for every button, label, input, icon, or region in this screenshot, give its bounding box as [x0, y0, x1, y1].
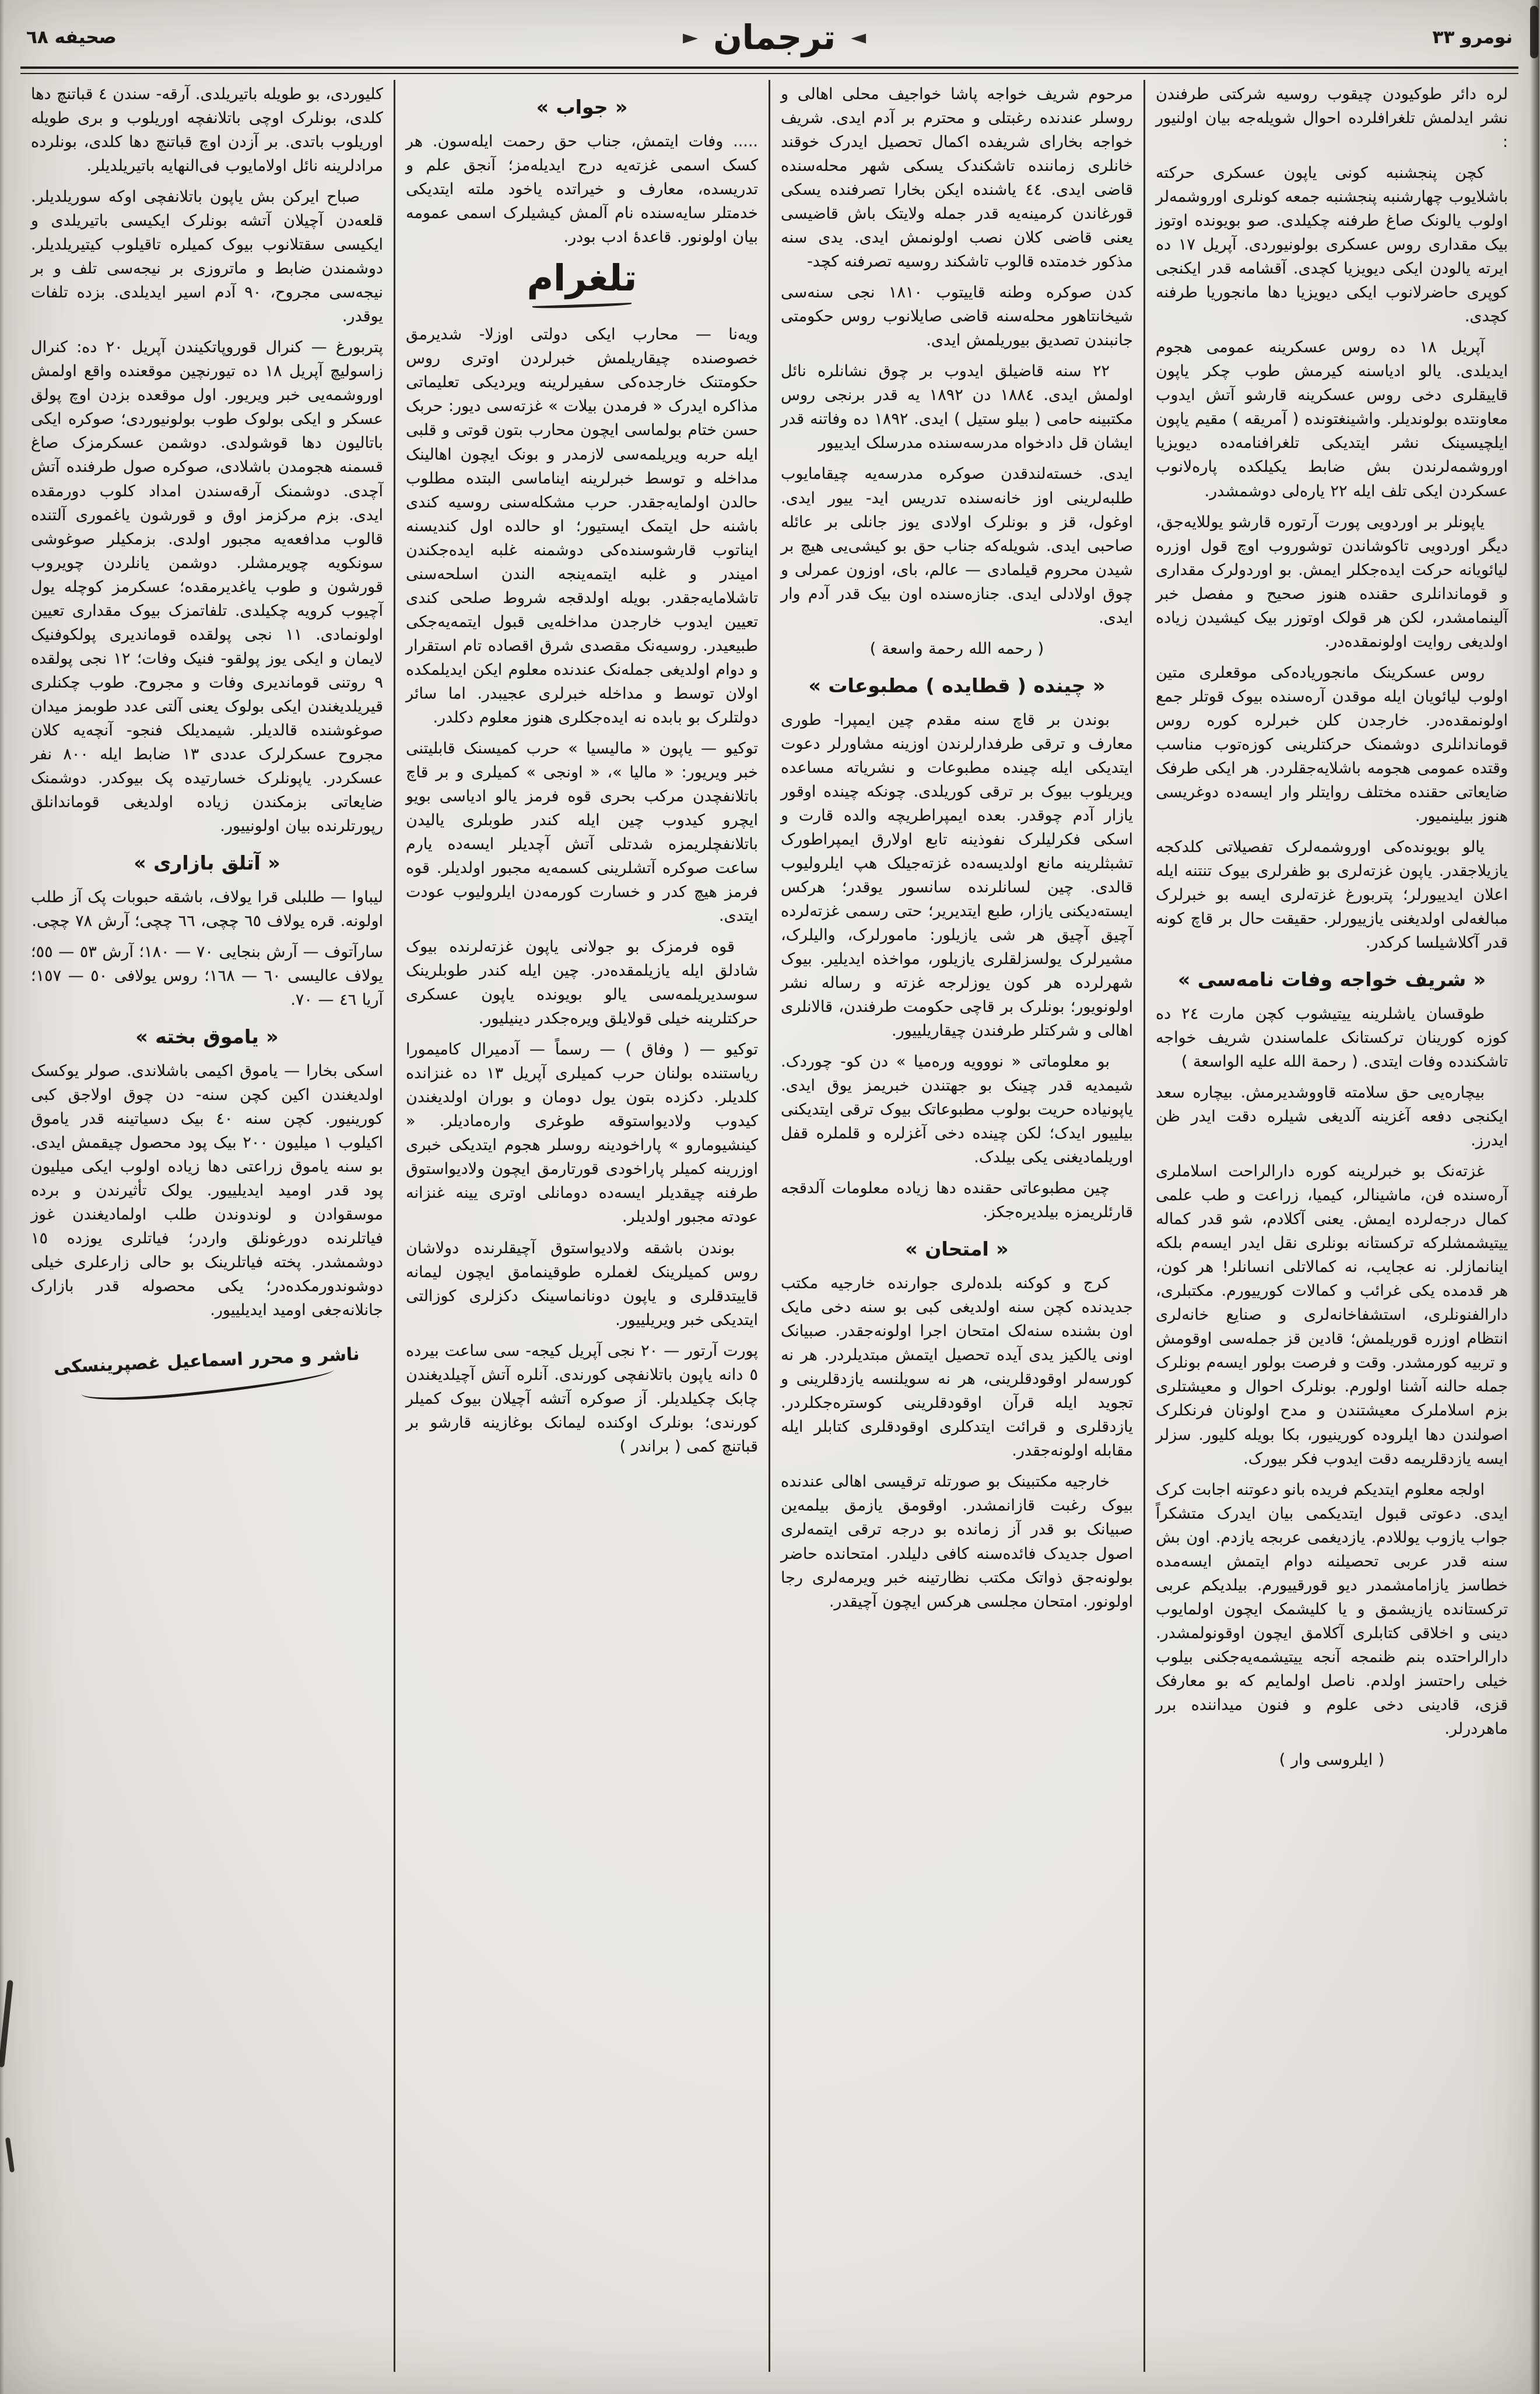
- header-rule: [21, 66, 1519, 74]
- column-2: [769, 80, 1144, 2372]
- publisher-signature: ناشر و محرر اسماعیل غصپرینسکی: [31, 1340, 385, 1401]
- market-report-libava: لیباوا — طلبلی قرا یولاف، باشقه حبوبات پک آز طلب اولونه. قره یولاف ٦٥ چچی، ٦٦ چچی؛ آرش ٧٨ چچی.: [31, 888, 384, 930]
- obituary-bio-paragraph: ایدی. خسته‌لندقدن صوکره مدرسه‌یه چیقامایوب طلبه‌لرینی اوز خانه‌سنده تدریس اید- ییور ایدی. اوغول، قز و بونلرک اولادی یوز جانلی بر عائله صاحبی ایدی. شویله‌که جناب حق بو کیشی‌یی هیچ بر شیدن محروم قیلمادی — عالم، بای، اوزون عمرلی و چوق اولادلی ایدی. جنازه‌سنده اون بیک قدر آدم وار ایدی.: [781, 465, 1134, 627]
- obituary-paragraph: بیچاره‌یی حق سلامته قاووشدیرمش. بیچاره سعد ایکنجی دفعه آغزینه آلدیغی شیلره دقت ایدر ظن ایدرز.: [1156, 1084, 1509, 1150]
- scan-edge-shadow-left: [0, 0, 5, 2394]
- telegram-petersburg: پتربورغ — کنرال قوروپاتکیندن آپریل ٢٠ ده: کنرال زاسولیچ آپریل ١٨ ده تیورنچین موقعنده واقع اولمش اوروشمه‌یی خبر ویریور. اول موقعده بزدن اوچ پولق عسکر و ایکی بولوک طوب بولونیوردی؛ صوکره ایکی باتالیون دها قوشولدی. دوشمن عسکرمزک صاغ قسمنه هجومدن باشلادی، صوکره صول طرفنده آتش آچدی. دوشمنک آرقه‌سندن امداد کلوب دورمقده ایدی. بزم مرکزمز اوق و قورشون یاغموری آلتنده قالوب مدافعه‌یه مجبور اولدی. بزمکیلر صوغوشی سونکویه چویرمشلر. دوشمن یانلردن چویروب قورشون و طوب یاغدیرمقده؛ عسکرمز کوچله یول آچیوب کرویه چکیلدی. تلفاتمزک بیوک مقداری تعیین اولونمادی. ١١ نجی پولقده قوماندیری پولکوفنیک لایمان و ایکی یوز پولقو- فنیک وفات؛ ١٢ نجی پولقده ٩ روتنی قوماندیری وفات و مجروح. طوب چکنلری قیریلدیغندن ایکی بولوک یعنی آلتی عدد طوبمز میدان صوغوشنده قالدیلر. شیمدیلک فنجو- آنچه‌یه کلان مجروح عسکرلرک عددی ١٣ ضابط ایله ٨٠٠ نفر عسکردر. یاپونلرک خسارتیده پک بیوکدر. دوشمنک ضایعاتی بزمکندن زیاده اولدیغی قوماندانلق رپورتلرنده بیان اولونییور.: [31, 338, 384, 835]
- examination-paragraph: کرج و کوکنه بلده‌لری جوارنده خارجیه مکتب جدیدنده کچن سنه اولدیغی کبی بو سنه دخی مایک اون بشنده سنه‌لک امتحان اجرا اولونه‌جقدر. صبیانک اونی یالکیز یدی آیده تحصیل ایتمش مبتدیلردر. هر نه کورسه‌لر اوقودقلرینی، هر نه سویلنسه یازدقلرینی و تجوید ایله قرآن اوقودقلرینی کوستره‌جکلردر. یازدقلری و قرائت ایتدکلری اوقودقلری کتابلر ایله مقابله اولونه‌جقدر.: [781, 1274, 1134, 1460]
- page-header: [21, 9, 1519, 65]
- cotton-heading: « یاموق بخته »: [136, 1025, 279, 1049]
- war-report-paragraph: آپریل ١٨ ده روس عسکرینه عمومی هجوم ایدیلدی. یالو ادیاسنه کیرمش طوب چکر یاپون قاییقلری دخی روس عسکرینه قارشو آتش ایدوب معاونتده بولوندیلر. واشینغتونده ( آمریقه ) مقیم یاپون ایلچیسینک نشر ایتدیکی تلغرافنامه‌ده دیویزیا اوروشمه‌لرندن بش ضابط یکیلکده پاره‌لانوب عسکردن ایکی تلف ایله ٢٢ یاره‌لی دوشمشدر.: [1156, 338, 1509, 500]
- telegram-vladivostok: بوندن باشقه ولادیواستوق آچیقلرنده دولاشان روس کمیلرینک لغملره طوقینمامق ایچون لیمانه قاییتدقلری و یاپون دونانماسینک دکزلری کوزالتی ایتدیکی خبر ویریلییور.: [406, 1239, 759, 1329]
- column-4: [21, 80, 394, 2372]
- examination-heading: « امتحان »: [906, 1238, 1009, 1261]
- essay-paragraph: غزته‌نک بو خبرلرینه کوره دارالراحت اسلاملری آره‌سنده فن، ماشینالر، کیمیا، زراعت و طب علمی کمال درجه‌لرده ایمش. یعنی آکلادم، شو قدر کماله ییتیشمشلرکه ترکستانه بونلری نقل ایدر ایسه‌م بلکه اینانمازلر. نه عجایب، نه کمالاتلی انسانلر! هر کون، هر قدمده یکی غرائب و کمالات کورییورم. مکتبلری، دارالفنونلری، استشفاخانه‌لری و صنایع خانه‌لری انتظام اوزره قوریلمش؛ قادین قز جمله‌سی اوقومش و تربیه کورمشدر. وقت و فرصت بولور ایسه‌م بونلرک جمله حالنه آشنا اولورم. بونلرک احوال و معیشتلری بزم اسلاملرک معیشتندن و مدح اولونان فرنکلرک اصولندن دها ایلروده کورینیور، بکا بویله کلیور. سزلر ایسه یازدقلریمه دقت ایدوب فکر بیورک.: [1156, 1162, 1509, 1468]
- page-number: صحيفه ٦٨: [27, 27, 117, 48]
- telegram-tokyo: توکیو — یاپون « مالیسیا » حرب کمیسنک قابلیتنی خبر ویریور: « مالیا »، « اونجی » کمیلری و بر قاچ باتلانفچدن مرکب بحری قوه فرمز یالو ادیاسی بویو ایچرو کیدوب چین ایله کندر طوبلری یالیدن باتلانفچلریمزه شدتلی آتش آچدیلر ایسه‌ده یارم ساعت صوکره آتشلرینی کسمه‌یه مجبور اولدیلر. قوه فرمز هیچ کدر و خسارت کورمه‌دن ایلرولیوب عودت ایتدی.: [406, 739, 759, 926]
- continuation-note: ( ایلروسی وار ): [1279, 1750, 1385, 1769]
- scan-edge-shadow: [1531, 0, 1540, 2394]
- obituary-bio-paragraph: مرحوم شریف خواجه پاشا خواجیف محلی اهالی و روسلر عندنده رغبتلی و محترم بر آدم ایدی. شریف خواجه بخارای شریفده اکمال تحصیل ایدرک خوقند خانلری زماننده تاشکندک یسکی شهر محله‌سنده قاضی ایدی. ٤٤ یاشنده ایکن بخارا تصرفنده یسکی قورغاندن کرمینه‌یه قدر جمله ولایتک باش قاضیسی یعنی قاضی کلان نصب اولونمش ایدی. یدی سنه مذکور خدمتده قالوب تاشکند روسیه تصرفنه کچد-: [781, 85, 1134, 271]
- telegram-vienna: ویه‌نا — محارب ایکی دولتی اوزلا- شدیرمق خصوصنده چیقاریلمش خبرلردن اوتری روس حکومتنک خارجده‌کی سفیرلرینه ویردیکی تعلیماتی مذاکره ایدرک « فرمدن بیلات » غزته‌سی دیور: حربک حسن ختام بولماسی ایچون محارب بتون قوتی و قلبی ایله حربه ویریلمه‌سی لازمدر و بونک ایچون اهالینک مداخله و توسط خبرلرینه ایناماسی البتده مطلوب حالدن اولمایه‌جقدر. حرب مشکله‌سنی روسیه کندی باشنه حل ایتمک ایستیور؛ او حالده اول کندیسنه ایناتوب قارشوسنده‌کی دوشمنه غلبه ایده‌جکندن امیندر و غلبه ایتمه‌ینجه الندن اسلحه‌سنی تاشلامایه‌جقدر. بویله اولدقجه شروط صلحی کندی تعیین ایدوب خارجدن مداخله‌یی قبول ایتمه‌یه‌جکی طبیعیدر. روسیه‌نک مقصدی شرق اقصاده تام استقرار و دوام اولدیغی جمله‌نک عندنده معلوم ایکن ایدیلمکده اولان توسط و مداخله خبرلری عجیبدر. اما سائر دولتلرک بو بابده نه ایده‌جکلری هنوز معلوم دکلدر.: [406, 325, 759, 727]
- column-3: [394, 80, 769, 2372]
- ink-smudge: [6, 2137, 15, 2173]
- battle-paragraph: صباح ایرکن بش یاپون باتلانفچی اوکه سوریلدیلر. قلعه‌دن آچیلان آتشه بونلرک ایکیسی باتیریلدی و ایکیسی سقتلانوب بیوک کمیلره تاقیلوب کیتیریلدیلر. دوشمندن ضابط و ماتروزی بر نیجه‌سی تلف و بر نیجه‌سی مجروح، ٩٠ آدم اسیر ایدیلدی. بزده تلفات یوقدر.: [31, 188, 384, 326]
- ink-smudge: [1531, 6, 1539, 58]
- war-report-paragraph: روس عسکرینک مانجوریاده‌کی موقعلری متین اولوب لیائویان ایله موقدن آره‌سنده بیوک قوتلر جمع اولونمقده‌در. خارجدن کلن خبرلره کوره روس قوماندانلری دوشمنک حرکتلرینی کوزه‌توب مناسب وقتده عمومی هجومه باشلایه‌جقلردر. هر ایکی طرفک ضایعاتی حقنده مختلف روایتلر وار ایسه‌ده دوغریسی هنوز بیلینمیور.: [1156, 663, 1509, 825]
- obituary-heading: « شریف خواجه وفات نامه‌سی »: [1178, 968, 1487, 991]
- masthead-ornament-left-icon: ►: [683, 26, 699, 49]
- masthead-ornament-right-icon: ◄: [851, 26, 867, 49]
- market-report-saratov: سارآتوف — آرش بنجایی ٧٠ — ١٨٠؛ آرش ٥٣ — ٥٥؛ یولاف عالیسی ٦٠ — ١٦٨؛ روس یولافی ٥٠ — ١٥٧؛ آریا ٤٦ — ٧٠.: [31, 942, 384, 1009]
- masthead: [683, 17, 867, 57]
- telegram-tokyo-official: توکیو — ( وفاق ) — رسماً — آدمیرال کامیمورا ریاستنده بولنان حرب کمیلری آپریل ١٣ ده غنزانده کلدیلر. دکزده بتون یول دومان و بوران اولدیغندن کیدوب ولادیواستوقه طوغری واره‌مادیلر. « کینشیومارو » پاراخودینه روسلر هجوم ایتدیکی خبری اوزرینه کمیلر پاراخودی قورتارمق ایچون ولادیواستوق طرفنه چیقدیلر ایسه‌ده دومانلی اوتری یینه غنزانه عودته مجبور اولدیلر.: [406, 1040, 759, 1226]
- ink-smudge: [0, 1980, 14, 2067]
- newspaper-title: ترجمان: [714, 17, 837, 57]
- issue-number: نومرو ٣٣: [1433, 27, 1513, 48]
- columns: [21, 80, 1519, 2372]
- article-continuation: لره دائر طوکیودن چیقوب روسیه شرکتی طرفندن نشر ایدلمش تلغرافلرده احوال شویله‌جه بیان اولنیور :: [1156, 85, 1509, 152]
- examination-paragraph: خارجیه مکتبینک بو صورتله ترقیسی اهالی عندنده بیوک رغبت قازانمشدر. اوقومق یازمق بیلمه‌ین صبیانک بو قدر آز زمانده بو درجه ترقی ایتمه‌لری اصول جدیدک فائده‌سنه کافی دلیلدر. امتحانده حاضر بولونه‌جق ذواتک مکتب نظارتینه خبر ویرمه‌لری رجا اولونور. امتحان مجلسی هرکس ایچون آچیقدر.: [781, 1473, 1134, 1611]
- telegram-port-arthur: پورت آرتور — ٢٠ نجی آپریل کیجه- سی ساعت بیرده ٥ دانه یاپون باتلانفچی کورندی. آنلره آتش آچیلدیغندن چابک چکیلدیلر. آز صوکره آتشه آچیلان بیوک کمیلر کورندی؛ بونلرک اوکنده لیمانک بوغازینه قارشو بر قباتنچ کمی ( براندر ): [406, 1341, 759, 1456]
- column-1: [1144, 80, 1519, 2372]
- reply-heading: « جواب »: [536, 96, 629, 118]
- cotton-paragraph: اسکی بخارا — یاموق اکیمی باشلاندی. صولر یوکسک اولدیغندن اکین کچن سنه- دن چوق اولاجق کبی کورینیور. کچن سنه ٤٠ بیک دسیاتینه قدر یاموق اکیلوب ١ میلیون ٢٠٠ بیک پود محصول چیقمش ایدی. بو سنه یاموق زراعتی دها زیاده اولوب ایکی میلیون پود قدر اومید ایدیلییور. یولک تأثیرندن و برده موسقوادن و لوندوندن طلب اولمادیغندن غوز فیاتلرنده دورغونلق واردر؛ فیاتلری یوزده ١٥ دوشمشدر. پخته فیاتلرینک بو حالی زارعلری خیلی دوشوندورمکده‌در؛ یکی محصوله قدر بازارک جانلانه‌جغی اومید ایدیلییور.: [31, 1061, 384, 1320]
- china-press-paragraph: چین مطبوعاتی حقنده دها زیاده معلومات آلدقجه قارئلریمزه بیلدیره‌جکز.: [781, 1179, 1134, 1222]
- telegram-commentary: قوه فرمزک بو جولانی یاپون غزته‌لرنده بیوک شادلق ایله یازیلمقده‌در. چین ایله کندر طوبلرینک سوسدیریلمه‌سی یالو بویونده یاپون عسکری حرکتلرینه خیلی قولایلق ویره‌جکدر دینیلیور.: [406, 938, 759, 1028]
- china-press-paragraph: بو معلوماتی « نووویه وره‌میا » دن کو- چوردک. شیمدیه قدر چینک بو جهتندن خبریمز یوق ایدی. یاپونیاده حریت بولوب مطبوعاتک بیوک ترقی ایتدیکنی بیلییور ایدک؛ لکن چینده دخی آغزلره و قلملره قفل اوریلمادیغنی یکی بیلدک.: [781, 1053, 1134, 1167]
- war-report-paragraph: کچن پنجشنبه کونی یاپون عسکری حرکته باشلایوب چهارشنبه پنجشنبه جمعه کونلری اوروشمه‌لر اولوب یالونک صاغ طرفنه چکیلدی. صو بویونده اوتوز بیک مقداری روس عسکری بولونیوردی. آپریل ١٧ ده ایرته یالودن ایکی دیویزیا کچدی. آقشامه قدر ایکنجی کوپری حاضرلانوب ایکی دیویزیا دها مانجوریا طرفنه کچدی.: [1156, 164, 1509, 326]
- obituary-bio-paragraph: کدن صوکره وطنه قاییتوب ١٨١٠ نجی سنه‌سی شیخانتاهور محله‌سنه قاضی صایلانوب روس حکومتی جانبندن تصدیق بیوریلمش ایدی.: [781, 283, 1134, 350]
- obituary-paragraph: طوقسان یاشلرینه ییتیشوب کچن مارت ٢٤ ده کوزه کورینان ترکستانک علماسندن شریف خواجه تاشکندده وفات ایتدی. ( رحمة الله علیه الواسعة ): [1156, 1004, 1509, 1071]
- telegram-heading: تلغرام: [406, 257, 759, 307]
- war-report-paragraph: یاپونلر بر اوردویی پورت آرتوره قارشو یوللایه‌جق، دیگر اوردویی تاکوشاندن توشوروب اوچ قول اوزره لیائویانه حرکت ایده‌جکلر ایمش. بو اوردولرک مقداری و قوماندانلری حقنده هنوز صحیح و مفصل خبر آلینمامشدر، لکن هر قولک اوتوزر بیک کیشیدن زیاده اولدیغی روایت اولونمقده‌در.: [1156, 513, 1509, 651]
- china-press-heading: « چینده ( قطایده ) مطبوعات »: [809, 674, 1106, 697]
- war-report-paragraph: یالو بویونده‌کی اوروشمه‌لرک تفصیلاتی کلدکجه یازیلاجقدر. یاپون غزته‌لری بو ظفرلری بیوک تنتنه ایله اعلان ایدییورلر؛ پتربورغ غزته‌لری ایسه بو خبرلرک مبالغه‌لی اولدیغنی یازییورلر. حقیقت حال بر قاچ کونه قدر آکلاشیلسا کرکدر.: [1156, 837, 1509, 952]
- china-press-paragraph: بوندن بر قاچ سنه مقدم چین ایمپرا- طوری معارف و ترقی طرفدارلرندن اوزینه مشاورلر دعوت ایتدیکی ایله چینده مطبوعات و نشریاته مساعده ویریلوب بیوک بر ترقی کوریلدی. چونکه چینده اوقور یازار آدم چوقدر. بعده ایمپراطریچه والده قارت و اسکی فکرلیلرک نفوذینه تابع اولارق ایمپراطورک تشبثلرینه مانع اولدیسه‌ده غزته‌جیلک هپ ایلرولیوب قالدی. چین لسانلرنده سانسور یوقدر؛ هرکس ایسته‌دیکنی یازار، طبع ایتدیریر؛ حتی رسمی غزته‌لرده آچیق آچیق هر شی یازیلور: مامورلرک، والیلرک، مشیرلرک یولسزلقلری یازیلور، مواخذه ایدیلیر. بیوک شهرلرده هر کون یوزلرجه غزته و رساله نشر اولونویور؛ بونلرک بر قاچی حکومت طرفندن، قالانلری اهالی و شرکتلر طرفندن چیقاریلییور.: [781, 710, 1134, 1040]
- battle-continuation: کلیوردی، بو طویله باتیریلدی. آرقه- سندن ٤ قباتنچ دها کلدی، بونلرک اوچی باتلانفچه اوریلوب و بری طویله اوریلوب باتدی. بر آزدن اوچ قباتنچ دها کلدی، بونلرده مرادلرینه نائل اولامایوب فی‌النهایه باتیریلدیلر.: [31, 85, 384, 176]
- obituary-bio-paragraph: ٢٢ سنه قاضیلق ایدوب بر چوق نشانلره نائل اولمش ایدی. ١٨٨٤ دن ١٨٩٢ یه قدر برنجی روس مکتبینه حامی ( بیلو ستیل ) ایدی. ١٨٩٢ ده وفاتنه قدر ایشان قل دادخواه مدرسه‌سنده مدرسلک ایدییور: [781, 362, 1134, 453]
- grain-market-heading: « آتلق بازاری »: [134, 851, 281, 874]
- reply-paragraph: ..... وفات ایتمش، جناب حق رحمت ایله‌سون. هر کسک اسمی غزته‌یه درج ایدیله‌مز؛ آنجق علم و تدریسده، معارف و خیراتده یاخود ملته ایتدیکی خدمتلر سایه‌سنده نام آلمش کیشیلرک اسمی عمومه بیان اولونور. قاعدهٔ ادب بودر.: [406, 132, 759, 247]
- essay-paragraph: اولجه معلوم ایتدیکم فریده بانو دعوتنه اجابت کرک ایدی. دعوتی قبول ایتدیکمی بیان ایدرک متشکراً جواب یازوب یوللادم. یازدیغمی عربجه یازدم. اون بش سنه قدر عربی تحصیلنه دوام ایتمش ایسه‌مده خطاسز یازامامشمدر دیو قورقییورم. بیلدیکم عربی ترکستانده یازیشمق و یا کلیشمک ایچون اولمایوب دینی و اخلاقی کتابلری آکلامق ایچون اوقونولمشدر. دارالراحتده بنم ظنمجه آنجه ییتیشمه‌یه‌جکنی بیلوب خیلی راحتسز اولدم. ناصل اولمایم که بو معارفک قزی، قادینی دخی علوم و فنون میداننده برر ماهردرلر.: [1156, 1480, 1509, 1738]
- prayer-note: ( رحمه الله رحمة واسعة ): [870, 639, 1045, 658]
